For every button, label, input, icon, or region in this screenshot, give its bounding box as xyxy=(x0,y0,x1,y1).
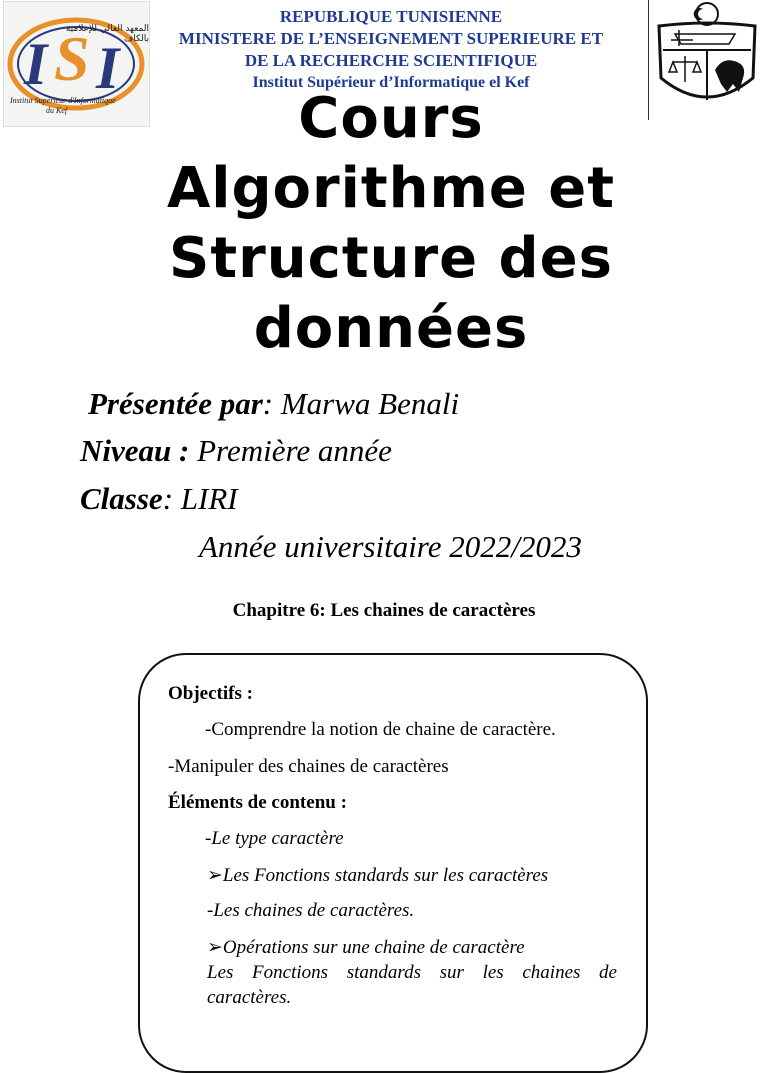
isi-logo-latin-1: Institut Supérieur d'Informatique xyxy=(10,96,116,105)
objectifs-heading: Objectifs : xyxy=(168,683,253,704)
academic-year: Année universitaire 2022/2023 xyxy=(199,529,582,564)
element-item-5-line-2: caractères. xyxy=(207,987,292,1008)
isi-logo-latin-2: du Kef xyxy=(46,106,68,115)
isi-logo xyxy=(3,1,150,127)
title-line-3: Structure des xyxy=(169,226,613,291)
isi-logo-latin xyxy=(10,96,145,116)
svg-text:I: I xyxy=(24,31,48,97)
course-title xyxy=(150,84,632,364)
element-item-2-text: Les Fonctions standards sur les caractères xyxy=(222,865,549,886)
title-line-4: données xyxy=(253,296,529,361)
classe-label: Classe xyxy=(80,481,163,516)
arrow-bullet-icon: ➢ xyxy=(207,937,223,958)
element-item-5-line-1: Les Fonctions standards sur les chaines de xyxy=(207,962,617,983)
classe-value: : LIRI xyxy=(162,481,238,516)
header-ministry: MINISTERE DE L’ENSEIGNEMENT SUPERIEURE ET xyxy=(178,29,604,48)
header-republic: REPUBLIQUE TUNISIENNE xyxy=(279,7,503,26)
niveau-label: Niveau : xyxy=(80,433,190,468)
niveau xyxy=(80,433,392,469)
header-ministry-2: DE LA RECHERCHE SCIENTIFIQUE xyxy=(244,51,538,70)
header-institute: Institut Supérieur d’Informatique el Kef xyxy=(252,74,530,91)
element-item-4 xyxy=(207,936,525,959)
element-item-2 xyxy=(207,864,548,887)
chapter-title: Chapitre 6: Les chaines de caractères xyxy=(232,600,536,621)
niveau-value: Première année xyxy=(189,433,392,468)
svg-text:I: I xyxy=(96,35,120,101)
title-line-2: Algorithme et xyxy=(166,156,616,221)
objectif-item-2: -Manipuler des chaines de caractères xyxy=(168,756,449,777)
svg-text:S: S xyxy=(54,23,90,94)
arrow-bullet-icon: ➢ xyxy=(207,865,223,886)
coat-of-arms-logo xyxy=(648,0,768,120)
presented-by xyxy=(88,386,459,422)
element-item-1: -Le type caractère xyxy=(205,828,344,849)
presented-by-value: : Marwa Benali xyxy=(262,386,460,421)
content-box xyxy=(138,653,648,1073)
institution-header xyxy=(150,6,632,94)
objectif-item-1: -Comprendre la notion de chaine de caractère. xyxy=(205,719,556,740)
elements-heading: Éléments de contenu : xyxy=(168,792,347,813)
isi-logo-arabic: المعهد العالي للإعلامية بالكاف xyxy=(65,24,149,44)
classe xyxy=(80,481,238,517)
title-line-1: Cours xyxy=(298,86,484,151)
presented-by-label: Présentée par xyxy=(88,386,263,421)
coat-of-arms-graphic xyxy=(649,0,767,118)
element-item-4-text: Opérations sur une chaine de caractère xyxy=(222,937,525,958)
element-item-3: -Les chaines de caractères. xyxy=(207,900,415,921)
